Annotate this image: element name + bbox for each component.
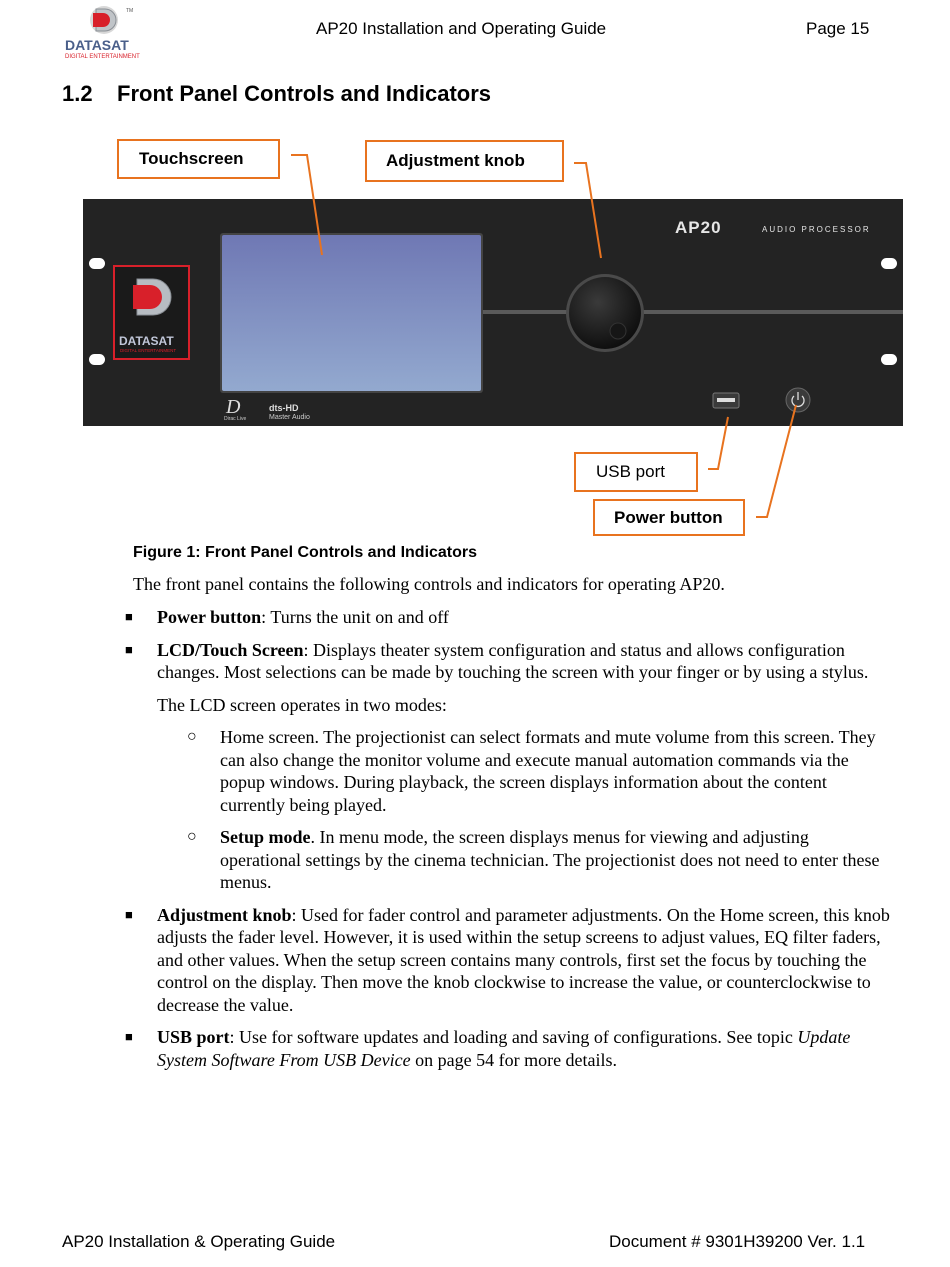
section-heading	[62, 81, 491, 107]
panel-brand: DATASAT	[119, 334, 174, 348]
dts-logo: dts-HD	[269, 403, 299, 413]
callout-adjustment-knob: Adjustment knob	[365, 140, 564, 182]
item-term: LCD/Touch Screen	[157, 639, 304, 660]
figure-caption: Figure 1: Front Panel Controls and Indicators	[133, 544, 478, 561]
footer-document-number: Document # 9301H39200 Ver. 1.1	[609, 1232, 866, 1251]
item-text: : Turns the unit on and off	[261, 607, 449, 627]
adjustment-knob	[569, 277, 641, 349]
item-term: Power button	[157, 607, 262, 627]
item-text: : Used for fader control and parameter adjustments. On the Home screen, this knob adjusts the fader level. However, it is used within the setup screens to adjust values, EQ filter faders, and other values. When the setup screen contains many controls, first set the focus by touching the control on the display. Then move the knob clockwise to increase the value, or counterclockwise to decrease the value.	[157, 904, 890, 1015]
usb-port-icon	[717, 398, 735, 402]
bullet-square-icon: ■	[125, 906, 133, 922]
footer-title: AP20 Installation & Operating Guide	[62, 1232, 336, 1251]
dts-sub: Master Audio	[269, 414, 310, 421]
item-text: : Use for software updates and loading and saving of configurations. See topic	[229, 1027, 798, 1047]
callout-touchscreen: Touchscreen	[117, 139, 280, 179]
item-term: Setup mode	[220, 827, 311, 847]
list-item	[125, 639, 890, 684]
header-title: AP20 Installation and Operating Guide	[316, 19, 607, 38]
page-number: Page 15	[806, 19, 870, 38]
front-panel-image	[83, 199, 903, 426]
touchscreen-display	[222, 235, 481, 391]
section-number: 1.2	[62, 81, 93, 106]
sub-list-item	[125, 826, 890, 894]
item-text: . In menu mode, the screen displays menus for viewing and adjusting operational settings by the cinema technician. The projectionist does not need to enter these menus.	[220, 827, 880, 892]
item-text: : Displays theater system configuration and status and allows configuration changes. Most selections can be made by touching the screen with your finger or by using a stylus.	[157, 639, 869, 682]
bullet-square-icon: ■	[125, 1029, 133, 1044]
bullet-circle-icon: ○	[187, 728, 197, 745]
rack-hole	[881, 258, 897, 269]
list-item	[125, 1026, 890, 1071]
dirac-logo-icon: D	[226, 396, 241, 418]
item-text: on page 54 for more details.	[410, 1049, 618, 1070]
callout-usb-port: USB port	[574, 452, 698, 492]
logo-subtext: DIGITAL ENTERTAINMENT	[65, 54, 140, 60]
bullet-square-icon: ■	[125, 609, 133, 624]
panel-model-suffix: AUDIO PROCESSOR	[762, 225, 871, 234]
panel-brand-sub: DIGITAL ENTERTAINMENT	[120, 348, 177, 353]
topic-reference: Update System Software From USB Device	[157, 1027, 851, 1070]
rack-hole	[881, 354, 897, 365]
svg-text:TM: TM	[126, 8, 134, 14]
controls-list	[125, 606, 890, 1081]
list-item	[125, 904, 890, 1017]
datasat-logo	[62, 4, 152, 60]
callout-power-button: Power button	[593, 499, 745, 536]
sub-list-item	[125, 726, 890, 816]
list-item	[125, 606, 890, 629]
section-title: Front Panel Controls and Indicators	[117, 81, 492, 106]
bullet-square-icon: ■	[125, 641, 133, 657]
item-term: Adjustment knob	[157, 904, 292, 925]
item-term: USB port	[157, 1027, 230, 1047]
intro-paragraph: The front panel contains the following controls and indicators for operating AP20.	[133, 574, 725, 594]
logo-text: DATASAT	[65, 37, 129, 53]
lcd-modes-intro: The LCD screen operates in two modes:	[157, 694, 447, 715]
panel-model: AP20	[675, 218, 722, 237]
bullet-circle-icon: ○	[187, 828, 197, 845]
dirac-label: Dirac Live	[224, 416, 247, 422]
rack-hole	[89, 354, 105, 365]
rack-hole	[89, 258, 105, 269]
item-text: Home screen. The projectionist can select formats and mute volume from this screen. They can also change the monitor volume and execute manual automation commands via the popup windows. During playback, the screen displays information about the content currently being played.	[220, 727, 876, 815]
